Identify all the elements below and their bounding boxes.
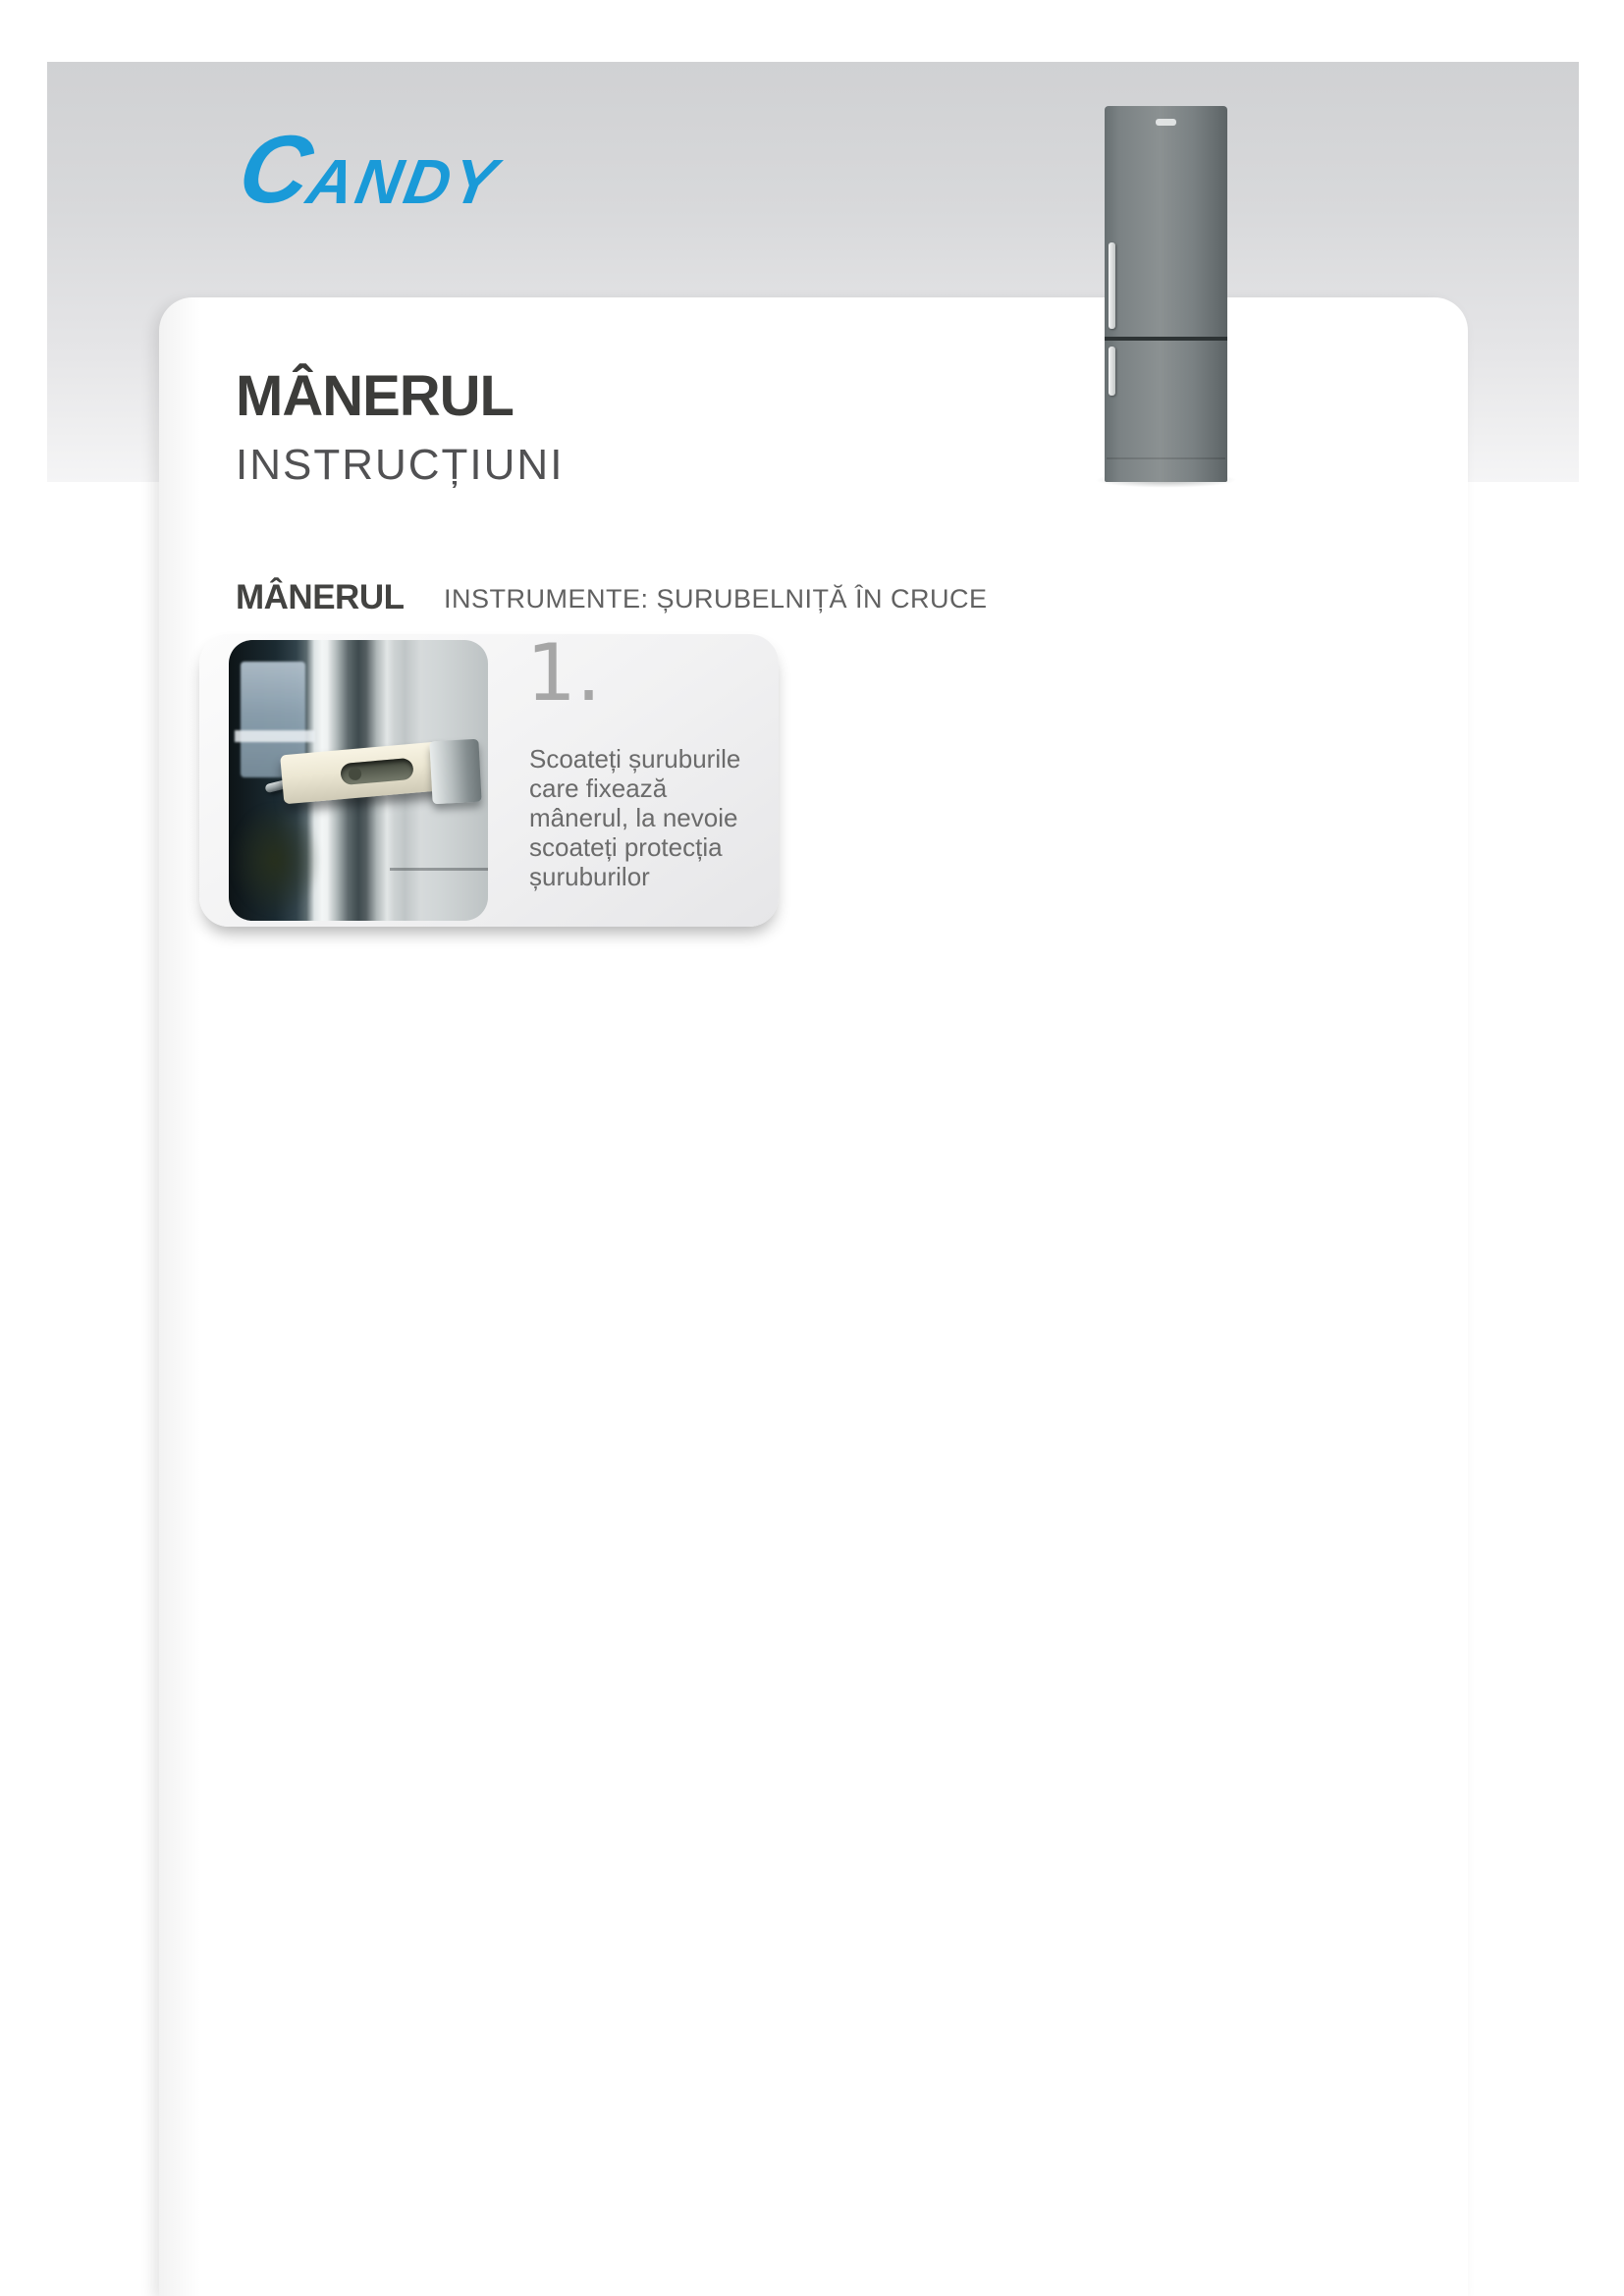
- freezer-drawer-line: [1107, 457, 1225, 459]
- handle-metal-clamp: [429, 739, 481, 805]
- photo-light-slat: [235, 730, 315, 742]
- page-title: MÂNERUL: [236, 364, 514, 428]
- screw-head: [349, 767, 362, 780]
- fridge-image: [1105, 106, 1227, 482]
- door-handle-bracket: [280, 741, 451, 805]
- photo-dark-area: [229, 785, 335, 921]
- candy-logo: [231, 115, 509, 223]
- step-number: 1.: [526, 627, 602, 719]
- fridge-handle-upper: [1109, 242, 1115, 329]
- fridge-door-divider: [1105, 337, 1227, 341]
- step-text-line: șuruburilor: [529, 862, 650, 891]
- handle-screw-slot: [340, 758, 414, 785]
- candy-logo-rest: ANDY: [301, 146, 505, 217]
- step-text-line: scoateți protecția: [529, 832, 723, 862]
- fridge-body: [1105, 106, 1227, 482]
- step-text-line: care fixează: [529, 774, 668, 803]
- section-tools-label: INSTRUMENTE: ȘURUBELNIȚĂ ÎN CRUCE: [444, 584, 988, 614]
- fridge-brand-badge: [1156, 119, 1176, 126]
- door-seam-line: [390, 868, 488, 871]
- step-text-line: Scoateți șuruburile: [529, 744, 741, 774]
- step-text-line: mânerul, la nevoie: [529, 803, 738, 832]
- section-title: MÂNERUL: [236, 578, 405, 616]
- fridge-handle-lower: [1109, 347, 1115, 396]
- page-subtitle: INSTRUCȚIUNI: [236, 441, 565, 489]
- step-text: [529, 744, 775, 891]
- candy-logo-initial: C: [231, 115, 321, 223]
- step-photo: [229, 640, 488, 921]
- step-card: [199, 627, 779, 927]
